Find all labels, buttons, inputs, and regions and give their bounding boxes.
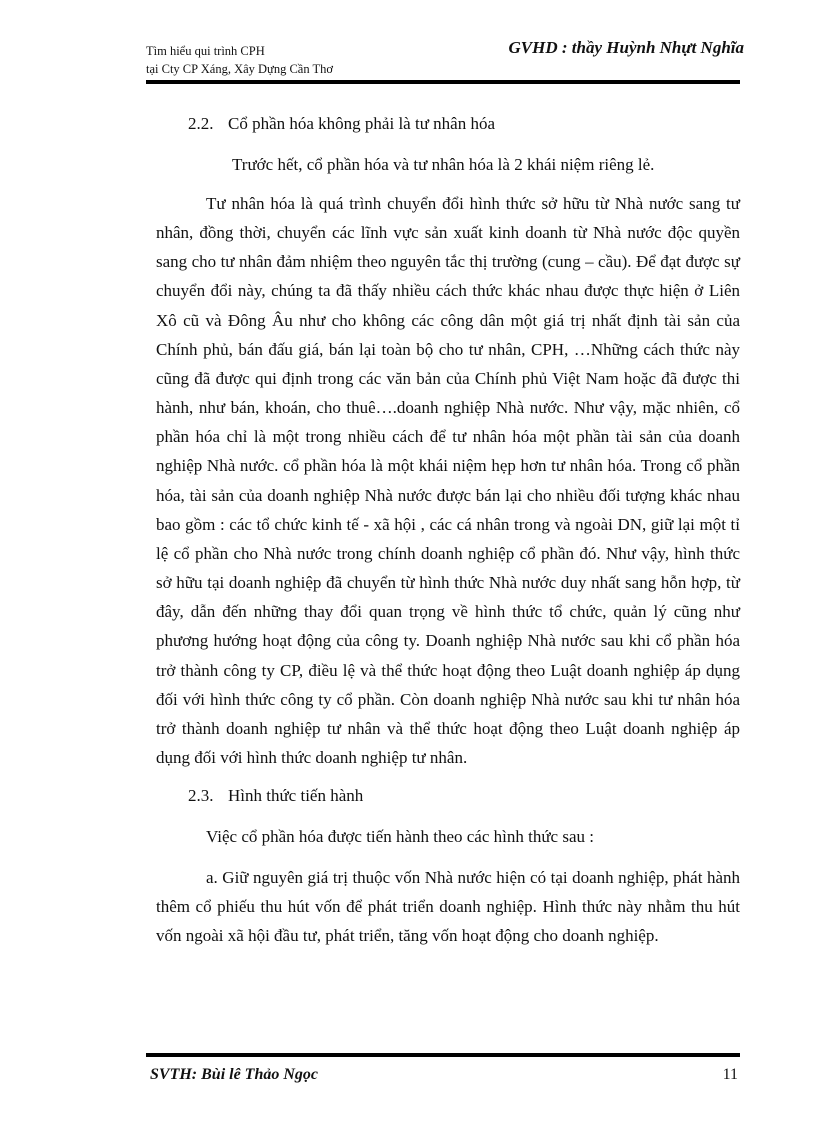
- footer-rule: [146, 1053, 740, 1057]
- header-company: tại Cty CP Xáng, Xây Dựng Cần Thơ: [146, 62, 333, 76]
- section-number: 2.3.: [188, 786, 214, 806]
- section-number: 2.2.: [188, 114, 214, 133]
- header-left: [146, 42, 333, 78]
- page-body: [156, 112, 740, 951]
- section-title: Hình thức tiến hành: [228, 786, 364, 806]
- section-title: Cổ phần hóa không phải là tư nhân hóa: [228, 114, 495, 133]
- section-heading: [188, 112, 740, 140]
- header-advisor: GVHD : thầy Huỳnh Nhựt Nghĩa: [508, 38, 744, 57]
- header-rule: [146, 80, 740, 84]
- body-paragraph: Tư nhân hóa là quá trình chuyển đổi hình thức sở hữu từ Nhà nước sang tư nhân, đồng thời, chuyển các lĩnh vực sản xuất kinh doanh từ Nhà nước độc quyền sang cho tư nhân đảm nhiệm theo nguyên tắc thị trường (cung – cầu). Để đạt được sự chuyển đổi này, chúng ta đã thấy nhiều cách thức khác nhau được thực hiện ở Liên Xô cũ và Đông Âu như cho không các công dân một giá trị nhất định tài sản của Chính phủ, bán đấu giá, bán lại toàn bộ cho tư nhân, CPH, …Những cách thức này cũng đã được qui định trong các văn bản của Chính phủ Việt Nam hoặc đã được thi hành, như bán, khoán, cho thuê….doanh nghiệp Nhà nước. Như vậy, mặc nhiên, cổ phần hóa chỉ là một trong nhiều cách để tư nhân hóa một phần tài sản của doanh nghiệp Nhà nước. cổ phần hóa là một khái niệm hẹp hơn tư nhân hóa. Trong cổ phần hóa, tài sản của doanh nghiệp Nhà nước được bán lại cho nhiều đối tượng khác nhau bao gồm : các tổ chức kinh tế - xã hội , các cá nhân trong và ngoài DN, giữ lại một tỉ lệ cổ phần cho Nhà nước trong chính doanh nghiệp cổ phần đó. Như vậy, hình thức sở hữu tại doanh nghiệp đã chuyển từ hình thức Nhà nước duy nhất sang hỗn hợp, từ đây, dẫn đến những thay đổi quan trọng về hình thức tổ chức, quản lý cũng như phương hướng hoạt động của công ty. Doanh nghiệp Nhà nước sau khi cổ phần hóa trở thành công ty CP, điều lệ và thể thức hoạt động theo Luật doanh nghiệp áp dụng đối với hình thức công ty cổ phần. Còn doanh nghiệp Nhà nước sau khi tư nhân hóa trở thành doanh nghiệp tư nhân và thể thức hoạt động theo Luật doanh nghiệp áp dụng đối với hình thức doanh nghiệp tư nhân.: [156, 194, 740, 767]
- header-topic: Tìm hiểu qui trình CPH: [146, 44, 265, 58]
- section-intro: Việc cổ phần hóa được tiến hành theo các hình thức sau :: [206, 827, 594, 847]
- section-heading: [188, 784, 740, 812]
- section-intro: Trước hết, cổ phần hóa và tư nhân hóa là 2 khái niệm riêng lẻ.: [232, 155, 655, 174]
- page-number: 11: [722, 1066, 738, 1083]
- footer-student: SVTH: Bùi lê Thảo Ngọc: [150, 1066, 319, 1083]
- body-paragraph: a. Giữ nguyên giá trị thuộc vốn Nhà nước hiện có tại doanh nghiệp, phát hành thêm cổ phiếu thu hút vốn để phát triển doanh nghiệp. Hình thức này nhằm thu hút vốn ngoài xã hội đầu tư, phát triển, tăng vốn hoạt động cho doanh nghiệp.: [156, 868, 740, 946]
